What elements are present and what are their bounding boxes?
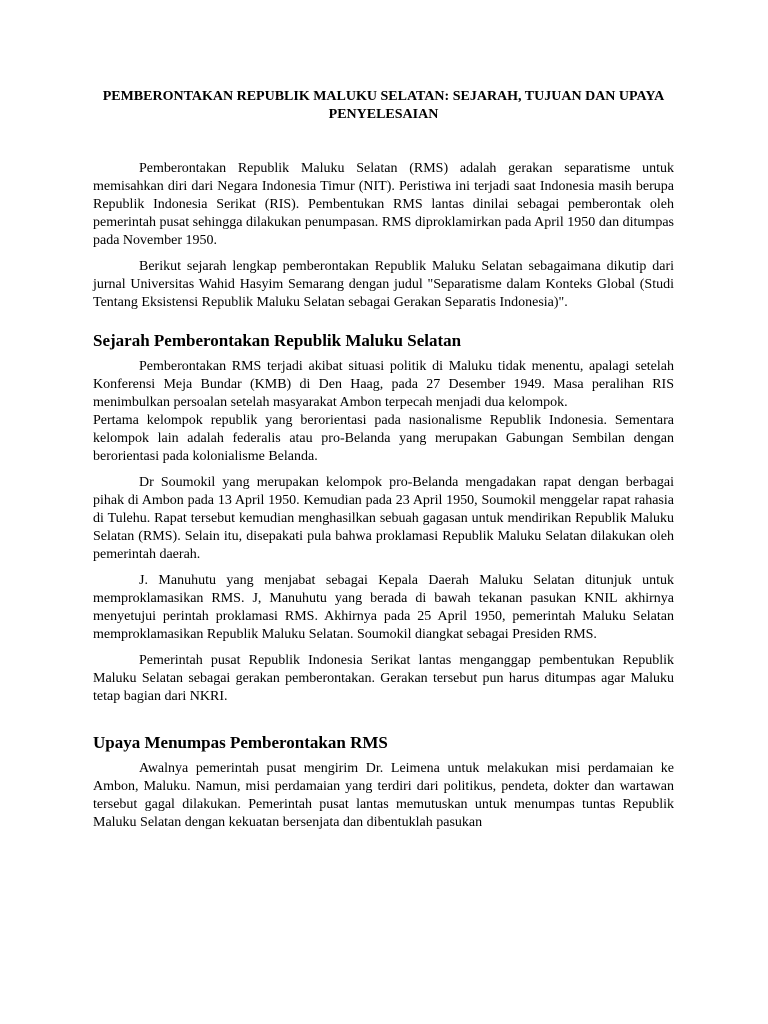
sejarah-paragraph-2: Pertama kelompok republik yang berorientasi pada nasionalisme Republik Indonesia. Sementara kelompok lain adalah federalis atau pro-Belanda yang merupakan Gabungan Sembilan dengan berorientasi pada kolonialisme Belanda. <box>93 413 674 464</box>
intro-paragraph-1: Pemberontakan Republik Maluku Selatan (RMS) adalah gerakan separatisme untuk memisahkan diri dari Negara Indonesia Timur (NIT). Peristiwa ini terjadi saat Indonesia masih berupa Republik Indonesia Serikat (RIS). Pembentukan RMS lantas dinilai sebagai pemberontak oleh pemerintah pusat sehingga dilakukan penumpasan. RMS diproklamirkan pada April 1950 dan ditumpas pada November 1950. <box>93 161 674 248</box>
section-heading-upaya: Upaya Menumpas Pemberontakan RMS <box>93 733 388 752</box>
document-page <box>93 88 674 840</box>
document-title: PEMBERONTAKAN REPUBLIK MALUKU SELATAN: SEJARAH, TUJUAN DAN UPAYA PENYELESAIAN <box>102 89 665 122</box>
sejarah-paragraph-1: Pemberontakan RMS terjadi akibat situasi politik di Maluku tidak menentu, apalagi setelah Konferensi Meja Bundar (KMB) di Den Haag, pada 27 Desember 1949. Masa peralihan RIS menimbulkan persoalan setelah masyarakat Ambon terpecah menjadi dua kelompok. <box>93 359 674 410</box>
sejarah-paragraph-5: Pemerintah pusat Republik Indonesia Serikat lantas menganggap pembentukan Republik Maluku Selatan sebagai gerakan pemberontakan. Gerakan tersebut pun harus ditumpas agar Maluku tetap bagian dari NKRI. <box>93 653 674 704</box>
sejarah-paragraph-4: J. Manuhutu yang menjabat sebagai Kepala Daerah Maluku Selatan ditunjuk untuk memproklamasikan RMS. J, Manuhutu yang berada di bawah tekanan pasukan KNIL akhirnya menyetujui perintah proklamasi RMS. Akhirnya pada 25 April 1950, pemerintah Maluku Selatan memproklamasikan Republik Maluku Selatan. Soumokil diangkat sebagai Presiden RMS. <box>93 573 674 642</box>
intro-paragraph-2: Berikut sejarah lengkap pemberontakan Republik Maluku Selatan sebagaimana dikutip dari jurnal Universitas Wahid Hasyim Semarang dengan judul "Separatisme dalam Konteks Global (Studi Tentang Eksistensi Republik Maluku Selatan sebagai Gerakan Separatis Indonesia)". <box>93 259 674 310</box>
sejarah-paragraph-3: Dr Soumokil yang merupakan kelompok pro-Belanda mengadakan rapat dengan berbagai pihak di Ambon pada 13 April 1950. Kemudian pada 23 April 1950, Soumokil menggelar rapat rahasia di Tulehu. Rapat tersebut kemudian menghasilkan sebuah gagasan untuk mendirikan Republik Maluku Selatan (RMS). Selain itu, disepakati pula bahwa proklamasi Republik Maluku Selatan dilakukan oleh pemerintah daerah. <box>93 475 674 562</box>
upaya-paragraph-1: Awalnya pemerintah pusat mengirim Dr. Leimena untuk melakukan misi perdamaian ke Ambon, Maluku. Namun, misi perdamaian yang terdiri dari politikus, pendeta, dokter dan wartawan tersebut gagal dilakukan. Pemerintah pusat lantas memutuskan untuk menumpas tuntas Republik Maluku Selatan dengan kekuatan bersenjata dan dibentuklah pasukan <box>93 761 674 830</box>
section-heading-sejarah: Sejarah Pemberontakan Republik Maluku Selatan <box>93 331 462 350</box>
